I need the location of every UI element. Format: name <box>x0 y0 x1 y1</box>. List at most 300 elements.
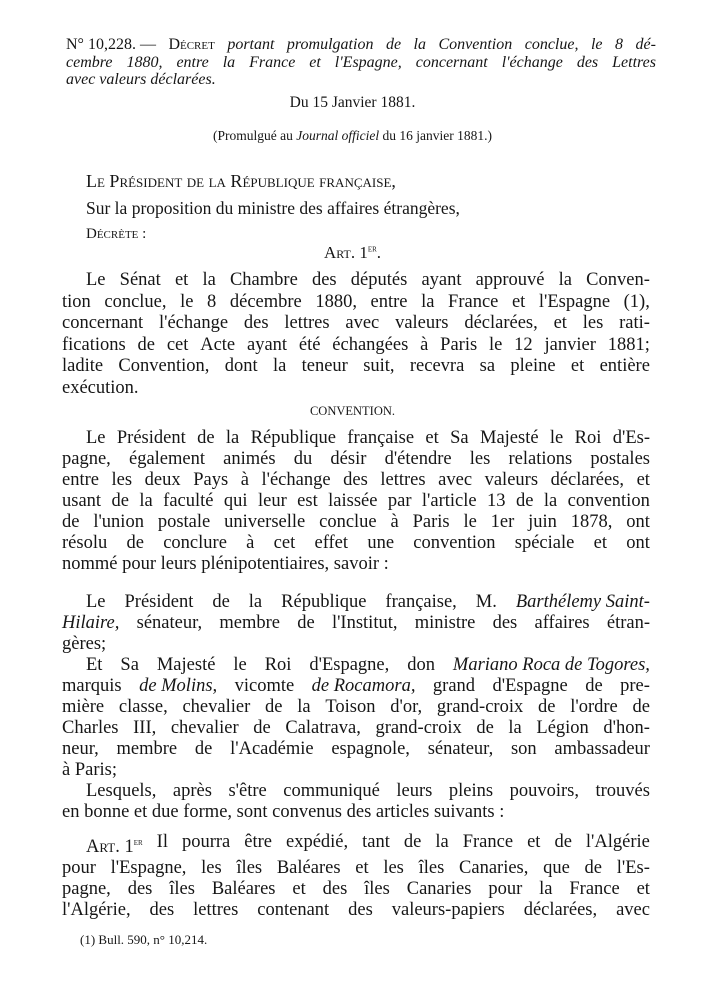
word: l'échange <box>261 470 331 490</box>
word: et <box>593 533 607 553</box>
word: chevalier <box>182 697 251 717</box>
word: être <box>244 832 272 852</box>
word: espagnole, <box>331 739 410 759</box>
decree-number: N° 10,228. — <box>66 36 156 53</box>
word: tion <box>62 291 91 312</box>
word: ladite <box>62 356 104 376</box>
word: d'étendre <box>384 449 452 469</box>
word: de <box>385 36 402 53</box>
word: également <box>128 449 205 469</box>
word: sénateur, <box>427 739 494 759</box>
word: janvier <box>544 334 596 355</box>
decree-header <box>66 36 656 89</box>
word: cembre <box>66 53 113 71</box>
word: lettres <box>380 470 426 490</box>
word: Baléares <box>276 858 341 879</box>
word: déclarées, <box>523 900 598 921</box>
word: marquis <box>62 676 122 696</box>
word: de <box>585 676 603 696</box>
word: postales <box>590 449 650 469</box>
paragraph-preamble <box>62 428 650 575</box>
word: des <box>243 313 269 333</box>
word: M. <box>475 592 497 612</box>
word: Lettres <box>612 53 656 71</box>
word: don <box>407 655 435 675</box>
word: s'être <box>228 781 267 801</box>
word: des <box>149 900 175 921</box>
word: pleins <box>448 781 494 801</box>
word: l'ordre <box>570 697 618 717</box>
word: la <box>543 491 558 511</box>
word: et <box>636 470 650 490</box>
word: des <box>311 270 337 290</box>
word: concernant <box>415 53 488 71</box>
word: neur, <box>62 739 99 759</box>
word: l'union <box>93 512 144 532</box>
word: la <box>222 53 236 71</box>
word: Convention <box>438 36 513 53</box>
word: France <box>569 879 620 900</box>
word: ambassadeur <box>554 739 650 759</box>
word: animés <box>223 449 276 469</box>
text-line <box>62 676 650 697</box>
word: le <box>488 334 503 355</box>
word: l'Algérie <box>585 832 650 852</box>
word: des <box>343 470 368 490</box>
word: Charles <box>62 718 119 738</box>
word: 13 <box>487 491 506 511</box>
word: des <box>576 53 599 71</box>
word: d'Espagne <box>492 676 568 696</box>
paragraph-agreement <box>62 781 650 823</box>
article-1-heading <box>0 243 705 263</box>
word: de <box>126 533 144 553</box>
word: à <box>390 512 399 532</box>
word: ont <box>626 533 650 553</box>
word: pagne, <box>62 879 111 900</box>
footnote-ref: (1), <box>623 291 650 312</box>
word: conclure <box>163 533 227 553</box>
word: tant <box>362 832 390 852</box>
word: de <box>632 697 650 717</box>
word: et <box>511 291 526 312</box>
word: pagne, <box>62 449 111 469</box>
word: membre <box>116 739 178 759</box>
word: la <box>202 270 216 290</box>
word: de <box>403 832 422 852</box>
word: relations <box>508 449 573 469</box>
word: de <box>253 718 271 738</box>
word: et <box>553 313 567 333</box>
word: échangées <box>332 334 409 355</box>
word: concernant <box>62 313 144 333</box>
word: communiqué <box>283 781 380 801</box>
text-line <box>62 655 650 676</box>
word: la <box>421 291 435 312</box>
word: pouvoirs, <box>509 781 579 801</box>
word: déclarées, <box>464 313 538 333</box>
word: Roi <box>574 428 602 448</box>
promulgation-suffix: du 16 janvier 1881.) <box>382 128 492 143</box>
plenipotentiary-name: Hilaire, <box>62 613 120 633</box>
word: suit, <box>363 356 395 376</box>
text-line <box>62 781 650 802</box>
word: les <box>383 858 404 879</box>
word: valeurs <box>395 313 449 333</box>
word: ont <box>626 512 650 532</box>
word: les <box>469 449 491 469</box>
word: Canaries, <box>459 858 529 879</box>
word: par <box>387 491 412 511</box>
word: chevalier <box>170 718 239 738</box>
word: Le <box>86 270 106 290</box>
word: de <box>212 592 230 612</box>
word: française <box>347 428 415 448</box>
word: de <box>537 697 556 717</box>
word: îles <box>418 858 445 879</box>
header-line-3: avec valeurs déclarées. <box>66 71 216 88</box>
journal-title: Journal officiel <box>296 128 380 143</box>
word: 12 <box>514 334 533 355</box>
word: après <box>172 781 212 801</box>
text-line <box>62 533 650 554</box>
decrete-label: Décrète : <box>86 226 147 242</box>
word: la <box>225 428 240 448</box>
word: Et <box>86 655 103 675</box>
word: l'Algérie, <box>62 900 131 921</box>
word: Conven- <box>586 270 650 290</box>
word: de <box>62 512 80 532</box>
word: mière <box>62 697 105 717</box>
word: l'échange <box>501 53 563 71</box>
word: Le <box>86 592 106 612</box>
word: îles <box>364 879 390 900</box>
word: des <box>492 613 518 633</box>
word: avec <box>438 470 473 490</box>
word: pre- <box>620 676 650 696</box>
word: d'Es- <box>612 428 650 448</box>
paragraph-ratification <box>62 270 650 399</box>
word: la <box>508 718 522 738</box>
word: classe, <box>118 697 168 717</box>
promulgation-prefix: (Promulgué au <box>213 128 293 143</box>
word: convention <box>567 491 650 511</box>
plenipotentiary-name: Mariano Roca de Togores, <box>452 655 650 675</box>
word: teneur <box>301 356 348 376</box>
word: Président <box>116 428 186 448</box>
word: trouvés <box>595 781 650 801</box>
word: entre <box>62 470 99 490</box>
word: faculté <box>163 491 214 511</box>
article-sup: er <box>367 243 377 255</box>
word: ayant <box>246 334 288 355</box>
word: l'Institut, <box>331 613 398 633</box>
paragraph-spanish-plenipotentiary <box>62 655 650 781</box>
word: et <box>292 879 306 900</box>
word: et <box>527 832 541 852</box>
text-line <box>62 270 650 292</box>
word: la <box>272 356 287 376</box>
word: entre <box>176 53 209 71</box>
word: de <box>194 739 213 759</box>
word: juin <box>528 512 557 532</box>
word: désir <box>330 449 367 469</box>
word: conclue, <box>104 291 167 312</box>
word: les <box>111 470 133 490</box>
word: la <box>413 36 426 53</box>
word: de <box>137 334 155 355</box>
proposition-line: Sur la proposition du ministre des affaires étrangères, <box>86 198 460 218</box>
word: Lesquels, <box>86 781 157 801</box>
word: 1880, <box>315 291 357 312</box>
text-line <box>62 739 650 760</box>
text-line <box>62 292 650 314</box>
word: France <box>462 832 514 852</box>
word: résolu <box>62 533 108 553</box>
word: recevra <box>409 356 465 376</box>
title-italic: de Molins, <box>139 676 218 696</box>
word: la <box>248 592 263 612</box>
word: Pays <box>193 470 229 490</box>
word: sa <box>479 356 496 376</box>
text-line <box>62 449 650 470</box>
text-line <box>62 491 650 512</box>
text-line <box>62 900 650 921</box>
word: Convention, <box>118 356 210 376</box>
word: ayant <box>421 270 462 290</box>
text-line-last: exécution. <box>62 377 139 398</box>
word: de <box>476 718 494 738</box>
word: la <box>297 697 311 717</box>
word: usant <box>62 491 102 511</box>
text-line <box>62 592 650 613</box>
word: été <box>298 334 321 355</box>
text-line <box>62 613 650 634</box>
word: 8 <box>614 36 623 53</box>
text-line <box>62 858 650 879</box>
word: d'Espagne, <box>309 655 390 675</box>
word: dont <box>224 356 258 376</box>
word: de <box>584 858 603 879</box>
word: 1881; <box>607 334 650 355</box>
text-line-last: en bonne et due forme, sont convenus des articles suivants : <box>62 802 505 822</box>
word: promulgation <box>286 36 374 53</box>
word: valeurs-papiers <box>391 900 505 921</box>
article-end: . <box>376 243 382 262</box>
word: leurs <box>396 781 433 801</box>
word: grand <box>432 676 476 696</box>
word: rati- <box>619 313 650 333</box>
word: que <box>543 858 570 879</box>
word: Sa <box>120 655 139 675</box>
word: pleine <box>510 356 556 376</box>
text-line <box>62 356 650 378</box>
word: Paris <box>412 512 450 532</box>
word: la <box>435 832 449 852</box>
promulgation-note <box>0 128 705 144</box>
word: l'Es- <box>616 858 650 879</box>
word: leur <box>257 491 287 511</box>
word: le <box>180 291 194 312</box>
title-italic: de Rocamora, <box>311 676 416 696</box>
word: l'Espagne <box>538 291 611 312</box>
word: Paris <box>440 334 478 355</box>
text-line <box>62 697 650 718</box>
word: le <box>463 512 477 532</box>
word: valeurs <box>484 470 539 490</box>
text-line <box>62 470 650 491</box>
word: ministre <box>414 613 476 633</box>
word: Majesté <box>480 428 539 448</box>
decree-word: Décret <box>168 36 215 53</box>
word: Roi <box>264 655 292 675</box>
word: et <box>355 858 369 879</box>
text-line <box>62 879 650 900</box>
word: l'article <box>421 491 477 511</box>
word: et <box>174 270 189 290</box>
text-line-last: nommé pour leurs plénipotentiaires, savoir : <box>62 554 389 574</box>
word: des <box>127 879 153 900</box>
word: l'échange <box>158 313 229 333</box>
word: postale <box>157 512 211 532</box>
word: convention <box>413 533 496 553</box>
word: sénateur, <box>136 613 203 633</box>
word: de <box>297 613 315 633</box>
word: est <box>297 491 318 511</box>
paragraph-article-1 <box>62 832 650 921</box>
word: d'hon- <box>603 718 650 738</box>
word: îles <box>236 858 263 879</box>
word: de <box>265 697 283 717</box>
word: France <box>448 291 499 312</box>
word: déclarées, <box>550 470 625 490</box>
word: 1878, <box>570 512 613 532</box>
text-line <box>62 718 650 739</box>
word: la <box>558 270 573 290</box>
word: Calatrava, <box>285 718 361 738</box>
text-line <box>62 335 650 357</box>
word: avec <box>616 900 650 921</box>
word: du <box>293 449 313 469</box>
word: grand-croix <box>375 718 462 738</box>
word: et <box>425 428 439 448</box>
word: lettres <box>284 313 330 333</box>
word: Canaries <box>406 879 472 900</box>
word: pour <box>62 858 96 879</box>
article-label-text: Art. 1 <box>86 837 134 858</box>
word: de <box>515 491 534 511</box>
word: lettres <box>193 900 239 921</box>
header-line-1 <box>66 36 656 54</box>
word: le <box>549 428 564 448</box>
word: expédié, <box>286 832 349 852</box>
word: le <box>590 36 603 53</box>
word: à <box>246 533 255 553</box>
word: de <box>197 428 215 448</box>
word: Sa <box>450 428 469 448</box>
word: 1880, <box>126 53 163 71</box>
word: étran- <box>606 613 650 633</box>
word: conclue <box>319 512 377 532</box>
text-line <box>62 512 650 533</box>
word: et <box>636 879 650 900</box>
word: universelle <box>224 512 306 532</box>
president-title: Le Président de la République française, <box>86 171 396 191</box>
article-label: Art. 1 <box>323 243 368 262</box>
word: deux <box>144 470 181 490</box>
article-sup: er <box>133 837 143 848</box>
header-line-2 <box>66 54 656 72</box>
word: cet <box>273 533 296 553</box>
word: Toison <box>325 697 376 717</box>
word: l'Académie <box>230 739 314 759</box>
word: grand-croix <box>436 697 524 717</box>
word: qui <box>223 491 248 511</box>
word: Le <box>86 428 106 448</box>
text-line <box>62 313 650 335</box>
plenipotentiary-name: Barthélemy Saint- <box>515 592 650 612</box>
word: Baléares <box>211 879 276 900</box>
word: son <box>510 739 537 759</box>
article-label <box>86 832 143 858</box>
word: à <box>420 334 429 355</box>
word: une <box>367 533 395 553</box>
decree-date: Du 15 Janvier 1881. <box>289 94 416 111</box>
text-line-last: gères; <box>62 634 107 654</box>
word: cet <box>166 334 189 355</box>
word: Acte <box>200 334 236 355</box>
convention-heading: CONVENTION. <box>309 404 396 418</box>
word: de <box>111 491 129 511</box>
word: portant <box>227 36 275 53</box>
word: III, <box>133 718 157 738</box>
word: République <box>250 428 336 448</box>
word: les <box>582 313 604 333</box>
word: fications <box>62 334 126 355</box>
word: Sénat <box>119 270 161 290</box>
word: avec <box>345 313 380 333</box>
word: l'Espagne, <box>110 858 187 879</box>
word: Majesté <box>156 655 216 675</box>
footnote: (1) Bull. 590, n° 10,214. <box>80 932 208 947</box>
word: des <box>348 900 373 921</box>
word: des <box>322 879 348 900</box>
word: et <box>309 53 321 71</box>
word: d'or, <box>390 697 423 717</box>
word: Chambre <box>229 270 298 290</box>
word: affaires <box>534 613 590 633</box>
word: pour <box>488 879 523 900</box>
word: la <box>139 491 153 511</box>
word: effet <box>314 533 349 553</box>
word: République <box>281 592 367 612</box>
word: spéciale <box>514 533 575 553</box>
word: l'Espagne, <box>334 53 402 71</box>
word: contenant <box>257 900 330 921</box>
word: députés <box>350 270 408 290</box>
word: décembre <box>229 291 302 312</box>
word: de <box>554 832 572 852</box>
word: les <box>201 858 222 879</box>
word: entre <box>370 291 408 312</box>
word: France <box>249 53 296 71</box>
word: et <box>570 356 585 376</box>
text-line <box>62 428 650 449</box>
word: la <box>539 879 553 900</box>
word: approuvé <box>475 270 545 290</box>
word: conclue, <box>524 36 579 53</box>
word: dé- <box>635 36 656 53</box>
